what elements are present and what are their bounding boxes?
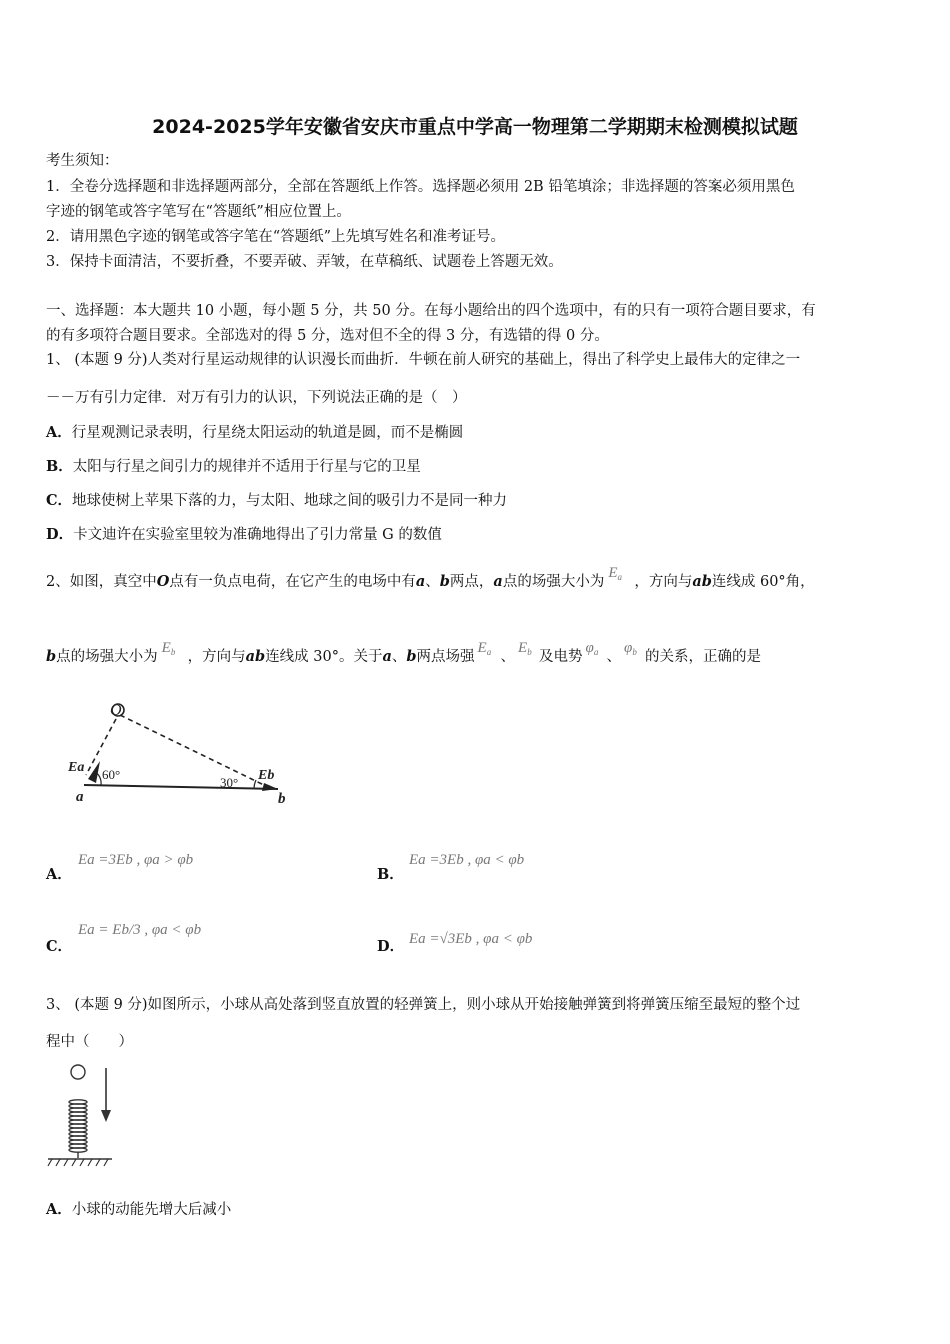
segment-ab: ab — [692, 573, 712, 590]
math-eb — [515, 638, 539, 662]
point-o: O — [156, 573, 170, 590]
math-symbol: φ — [585, 640, 594, 656]
option-text: 行星观测记录表明，行星绕太阳运动的轨道是圆，而不是椭圆 — [71, 425, 464, 441]
q1-stem-cont: －－万有引力定律．对万有引力的认识，下列说法正确的是（ ） — [46, 390, 467, 406]
option-label: B． — [46, 458, 73, 475]
option-label: C． — [46, 938, 73, 955]
text: 、 — [391, 649, 407, 665]
option-label: A． — [46, 1201, 72, 1218]
q2-option-c-math: Ea = Eb/3 , φa < φb — [78, 922, 202, 938]
math-subscript: b — [527, 647, 532, 657]
option-text: 小球的动能先增大后减小 — [71, 1202, 232, 1218]
label-a: a — [76, 789, 84, 805]
q2-stem-cont — [46, 640, 762, 671]
point-a: a — [493, 573, 503, 590]
label-eb: Eb — [258, 768, 275, 783]
text: 两点场强 — [416, 649, 475, 665]
segment-ab-line — [84, 785, 278, 789]
math-symbol: E — [608, 565, 618, 581]
math-ea — [604, 563, 634, 587]
q1-stem: 1、 (本题 9 分)人类对行星运动规律的认识漫长而曲折．牛顿在前人研究的基础上，得出了科学史上最伟大的定律之一 — [46, 352, 801, 368]
option-text: 地球使树上苹果下落的力，与太阳、地球之间的吸引力不是同一种力 — [72, 493, 508, 509]
option-label: A． — [46, 424, 72, 441]
math-symbol: E — [518, 640, 528, 656]
q3-spring-diagram — [46, 1060, 118, 1170]
text: 及电势 — [539, 649, 583, 665]
point-a: a — [382, 648, 392, 665]
q2-option-b — [377, 865, 404, 885]
text: 的关系，正确的是 — [645, 649, 762, 665]
math-subscript: a — [486, 647, 492, 657]
text: 、 — [425, 574, 440, 590]
q2-stem — [46, 565, 815, 596]
q2-option-b-math: Ea =3Eb , φa < φb — [409, 852, 525, 868]
math-symbol: φ — [624, 640, 633, 656]
label-angle-30: 30° — [220, 775, 239, 790]
q1-option-c — [46, 491, 507, 511]
q3-option-a — [46, 1200, 231, 1220]
notice-item-3: 3．保持卡面清洁，不要折叠，不要弄破、弄皱，在草稿纸、试题卷上答题无效。 — [46, 254, 563, 270]
notice-item-1: 1．全卷分选择题和非选择题两部分，全部在答题纸上作答。选择题必须用 2B 铅笔填涂；非选择题的答案必须用黑色 — [46, 179, 795, 195]
math-phi-b — [621, 638, 645, 662]
q2-option-c — [46, 937, 72, 957]
text: 点有一负点电荷，在它产生的电场中有 — [169, 574, 416, 590]
section-1-intro: 一、选择题：本大题共 10 小题，每小题 5 分，共 50 分。在每小题给出的四个选项中，有的只有一项符合题目要求，有 — [46, 303, 816, 319]
notice-item-2: 2．请用黑色字迹的钢笔或答字笔在“答题纸”上先填写姓名和准考证号。 — [46, 229, 506, 245]
q2-field-diagram — [46, 695, 306, 815]
q1-option-b — [46, 457, 421, 477]
label-o: O — [110, 702, 122, 719]
segment-ab: ab — [245, 648, 266, 665]
option-label: D． — [46, 526, 74, 543]
angle-arc-b — [254, 780, 256, 788]
q3-stem: 3、 (本题 9 分)如图所示，小球从高处落到竖直放置的轻弹簧上，则小球从开始接触弹簧到将弹簧压缩至最短的整个过 — [46, 997, 801, 1013]
point-a: a — [415, 573, 426, 590]
spring-icon — [69, 1100, 87, 1158]
text: 点的场强大小为 — [56, 649, 158, 665]
arrow-ea — [88, 761, 100, 783]
point-b: b — [406, 648, 417, 665]
math-eb — [158, 638, 188, 662]
math-ea — [475, 638, 501, 662]
q3-stem-cont: 程中（ ） — [46, 1034, 133, 1050]
text: 连线成 60°角， — [711, 574, 815, 590]
point-b: b — [46, 648, 57, 665]
notice-heading: 考生须知： — [46, 153, 119, 169]
notice-item-1-cont: 字迹的钢笔或答字笔写在“答题纸”相应位置上。 — [46, 204, 351, 220]
option-text: 卡文迪许在实验室里较为准确地得出了引力常量 G 的数值 — [73, 527, 442, 543]
math-symbol: E — [477, 640, 487, 656]
label-angle-60: 60° — [102, 767, 121, 782]
text: 连线成 30°。关于 — [265, 649, 383, 665]
text: 两点， — [449, 574, 494, 590]
q2-option-d — [377, 937, 404, 957]
q2-option-a — [46, 865, 72, 885]
page-title: 2024-2025学年安徽省安庆市重点中学高一物理第二学期期末检测模拟试题 — [152, 116, 798, 138]
option-label: B． — [377, 866, 404, 883]
point-b: b — [439, 573, 450, 590]
option-label: D． — [377, 938, 405, 955]
math-subscript: a — [617, 572, 622, 582]
q2-option-a-math: Ea =3Eb , φa > φb — [78, 852, 194, 868]
text: 2、如图，真空中 — [46, 574, 157, 590]
q2-option-d-math: Ea =√3Eb , φa < φb — [409, 931, 533, 947]
option-label: C． — [46, 492, 73, 509]
option-label: A． — [46, 866, 72, 883]
label-ea: Ea — [68, 760, 85, 775]
math-subscript: a — [593, 647, 599, 657]
ball-icon — [71, 1065, 85, 1079]
dashed-line-ob — [120, 715, 268, 787]
math-phi-a — [583, 638, 607, 662]
arrow-down-icon — [101, 1110, 111, 1122]
math-subscript: b — [632, 647, 637, 657]
label-b: b — [278, 791, 286, 807]
ground-hatch — [48, 1159, 108, 1166]
text: 、 — [606, 649, 622, 665]
q1-option-a — [46, 423, 463, 443]
text: 点的场强大小为 — [502, 574, 605, 590]
section-1-intro-cont: 的有多项符合题目要求。全部选对的得 5 分，选对但不全的得 3 分，有选错的得 0 分。 — [46, 328, 609, 344]
math-symbol: E — [161, 640, 171, 656]
q1-option-d — [46, 525, 442, 545]
math-subscript: b — [170, 647, 176, 657]
text: ，方向与 — [634, 574, 693, 590]
text: ，方向与 — [187, 649, 246, 665]
text: 、 — [500, 649, 516, 665]
option-text: 太阳与行星之间引力的规律并不适用于行星与它的卫星 — [72, 459, 421, 475]
